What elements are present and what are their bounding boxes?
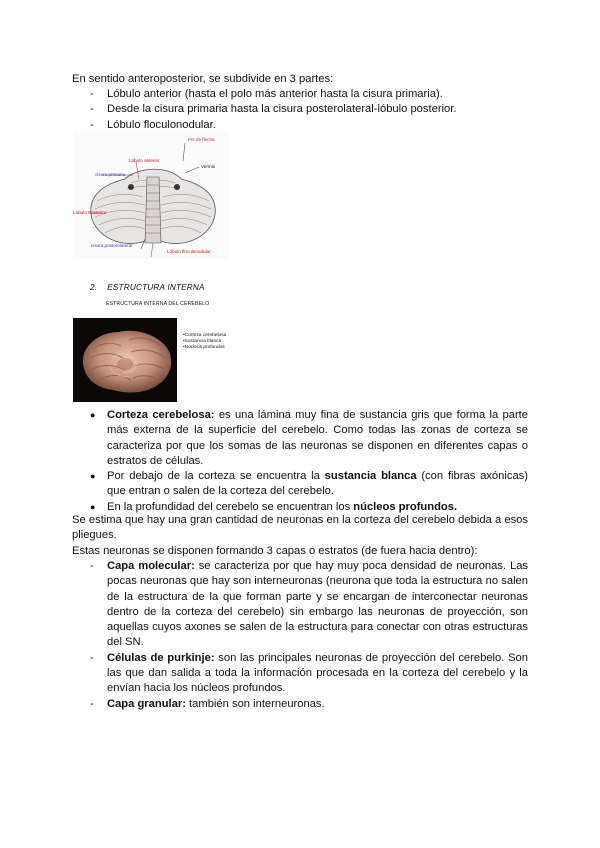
layer-text: también son interneuronas. bbox=[185, 697, 325, 710]
dash-mark: - bbox=[90, 103, 94, 116]
cerebellum-drawing bbox=[73, 131, 230, 259]
section-title-text: ESTRUCTURA INTERNA bbox=[107, 283, 205, 292]
bullet-pre: Por debajo de la corteza se encuentra la bbox=[107, 470, 325, 483]
list-item bbox=[72, 102, 528, 117]
cerebellum-photo bbox=[73, 318, 177, 402]
lobe-text: Desde la cisura primaria hasta la cisura posterolateral-lóbulo posterior. bbox=[107, 103, 457, 116]
list-item bbox=[72, 408, 528, 469]
list-item bbox=[72, 87, 528, 102]
photo-legend bbox=[183, 333, 226, 351]
label-top-right: Pie de flecha bbox=[188, 137, 215, 142]
layer-text: se caracteriza por que hay muy poca densidad de neuronas. Las pocas neuronas que hay son interneuronas (neurona que toda la estructura no salen de la estructura de la que forman parte y se encargan de interconectar neuronas dentro de la corteza del cerebelo) sin embargo las neuronas de proyección, son aquellas cuyos axones se salen de la estructura para conectar con otras estructuras del SN. bbox=[107, 560, 529, 649]
bullet-mark: ● bbox=[90, 501, 96, 512]
bullet-term: sustancia blanca bbox=[324, 470, 417, 483]
lobe-text: Lóbulo anterior (hasta el polo más anterior hasta la cisura primaria). bbox=[107, 88, 443, 100]
dash-mark: - bbox=[90, 88, 94, 100]
label-cisura-posterolateral: cisura posterolateral bbox=[91, 243, 133, 248]
intro-text: En sentido anteroposterior, se subdivide en 3 partes: bbox=[72, 73, 334, 85]
list-item bbox=[72, 469, 528, 500]
cerebellum-photo-drawing bbox=[73, 318, 177, 402]
label-lobulo-floculonodular: Lóbulo floculonodular bbox=[167, 249, 211, 254]
structure-bullets bbox=[72, 408, 528, 515]
lobe-text: Lóbulo floculonodular. bbox=[107, 118, 216, 131]
layers-list bbox=[72, 559, 528, 712]
layer-term: Capa molecular: bbox=[107, 560, 195, 572]
legend-item: •Sustancia blanca bbox=[183, 339, 222, 344]
dash-mark: - bbox=[90, 651, 94, 664]
legend-item: •Corteza cerebelosa bbox=[183, 333, 227, 338]
bullet-pre: En la profundidad del cerebelo se encuentran los bbox=[107, 500, 354, 513]
legend-item: •Núcleos profundos bbox=[183, 345, 225, 350]
bullet-mark: ● bbox=[90, 471, 96, 482]
paragraph-neurons: Se estima que hay una gran cantidad de neuronas en la corteza del cerebelo debida a esos pliegues. bbox=[72, 514, 528, 542]
dash-mark: - bbox=[90, 697, 94, 710]
section-subcaption: ESTRUCTURA INTERNA DEL CEREBELO bbox=[106, 301, 210, 307]
bullet-text: es una lámina muy fina de sustancia gris que forma la parte más externa de la superficie del cerebelo. Como todas las zonas de corteza se caracteriza por que los somas de las neuronas se disponen en diferentes capas o estratos de células. bbox=[107, 409, 528, 467]
label-lobulo-posterior: Lóbulo Posterior bbox=[73, 210, 107, 215]
layer-text: son las principales neuronas de proyección del cerebelo. Son las que dan salida a toda la información procesada en la corteza del cerebelo y la envían hacia los núcleos profundos. bbox=[107, 651, 528, 695]
dash-mark: - bbox=[90, 118, 94, 131]
bullet-term: Corteza cerebelosa: bbox=[107, 409, 215, 421]
section-heading bbox=[90, 280, 205, 295]
label-lobulo-anterior: Lóbulo anterior bbox=[129, 158, 160, 163]
paragraph-layers-intro: Estas neuronas se disponen formando 3 capas o estratos (de fuera hacia dentro): bbox=[72, 545, 478, 557]
label-cisura-primaria: cisura primaria bbox=[95, 172, 126, 177]
list-item bbox=[72, 697, 528, 712]
cerebellum-lobes-figure bbox=[73, 131, 230, 259]
layer-term: Capa granular: bbox=[107, 697, 186, 710]
bullet-mark: ● bbox=[90, 410, 96, 420]
bullet-term: núcleos profundos. bbox=[353, 500, 458, 513]
list-item bbox=[72, 559, 528, 651]
list-item bbox=[72, 651, 528, 697]
label-vermis: Vermis bbox=[201, 164, 216, 169]
dash-mark: - bbox=[90, 560, 94, 572]
layer-term: Células de purkinje: bbox=[107, 651, 215, 664]
lobes-list bbox=[72, 87, 528, 133]
section-number: 2. bbox=[90, 283, 98, 292]
bullet-text: (con fibras axónicas) que entran o salen de la corteza del cerebelo. bbox=[107, 470, 528, 498]
